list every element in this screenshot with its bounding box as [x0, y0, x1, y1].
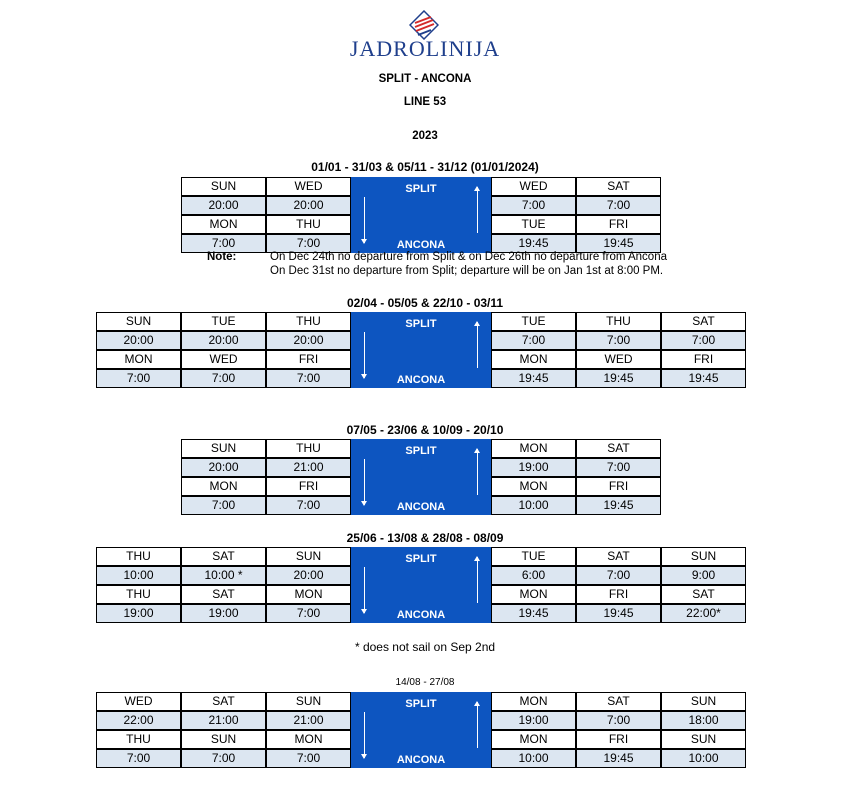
day-cell-left: MON — [96, 350, 181, 369]
note-label: Note: — [207, 251, 237, 263]
day-cell-right: TUE — [491, 547, 576, 566]
day-cell-left: THU — [96, 547, 181, 566]
arrow-down-icon — [364, 567, 365, 613]
time-cell-right: 10:00 — [491, 749, 576, 768]
day-cell-left: THU — [96, 730, 181, 749]
destination-label: ANCONA — [396, 754, 446, 766]
origin-label: SPLIT — [405, 553, 437, 565]
time-cell-left: 7:00 — [181, 749, 266, 768]
day-cell-left: TUE — [181, 312, 266, 331]
footnote: * does not sail on Sep 2nd — [354, 640, 496, 654]
time-cell-right: 19:45 — [576, 234, 661, 253]
day-cell-right: SUN — [661, 547, 746, 566]
day-cell-left: MON — [181, 477, 266, 496]
arrow-down-icon — [364, 712, 365, 758]
day-cell-left: SUN — [181, 177, 266, 196]
day-cell-left: WED — [96, 692, 181, 711]
time-cell-left: 7:00 — [266, 369, 351, 388]
section-title: 01/01 - 31/03 & 05/11 - 31/12 (01/01/2024) — [311, 160, 539, 174]
time-cell-right: 18:00 — [661, 711, 746, 730]
day-cell-left: SUN — [181, 439, 266, 458]
day-cell-left: FRI — [266, 477, 351, 496]
time-cell-right: 19:45 — [576, 369, 661, 388]
day-cell-left: SUN — [181, 730, 266, 749]
route-direction-panel — [351, 692, 491, 768]
day-cell-left: MON — [181, 215, 266, 234]
logo-wordmark: JADROLINIJA — [349, 36, 501, 61]
day-cell-right: TUE — [491, 312, 576, 331]
section-title: 14/08 - 27/08 — [395, 677, 455, 688]
day-cell-left: WED — [181, 350, 266, 369]
day-cell-left: SAT — [181, 692, 266, 711]
day-cell-right: MON — [491, 692, 576, 711]
note-line-1: On Dec 24th no departure from Split & on Dec 26th no departure from Ancona — [270, 251, 667, 263]
day-cell-left: MON — [266, 585, 351, 604]
time-cell-right: 7:00 — [576, 711, 661, 730]
arrow-down-icon — [364, 459, 365, 505]
day-cell-right: SAT — [576, 692, 661, 711]
time-cell-right: 19:45 — [576, 496, 661, 515]
time-cell-right: 9:00 — [661, 566, 746, 585]
destination-label: ANCONA — [396, 239, 446, 251]
time-cell-left: 7:00 — [266, 604, 351, 623]
time-cell-left: 7:00 — [181, 496, 266, 515]
arrow-down-icon — [364, 197, 365, 243]
time-cell-left: 20:00 — [266, 566, 351, 585]
time-cell-right: 19:45 — [491, 604, 576, 623]
day-cell-right: TUE — [491, 215, 576, 234]
day-cell-left: SUN — [96, 312, 181, 331]
time-cell-right: 7:00 — [576, 196, 661, 215]
section-title: 07/05 - 23/06 & 10/09 - 20/10 — [346, 423, 504, 437]
time-cell-left: 10:00 * — [181, 566, 266, 585]
day-cell-right: THU — [576, 312, 661, 331]
time-cell-left: 21:00 — [266, 711, 351, 730]
day-cell-right: SAT — [661, 312, 746, 331]
time-cell-right: 19:45 — [491, 369, 576, 388]
arrow-down-icon — [364, 332, 365, 378]
time-cell-left: 20:00 — [266, 331, 351, 350]
day-cell-left: THU — [266, 215, 351, 234]
time-cell-right: 7:00 — [491, 331, 576, 350]
day-cell-left: SUN — [266, 692, 351, 711]
time-cell-right: 19:00 — [491, 711, 576, 730]
time-cell-left: 7:00 — [266, 234, 351, 253]
day-cell-right: FRI — [576, 730, 661, 749]
destination-label: ANCONA — [396, 501, 446, 513]
day-cell-right: MON — [491, 585, 576, 604]
day-cell-left: FRI — [266, 350, 351, 369]
day-cell-right: SAT — [661, 585, 746, 604]
day-cell-left: SAT — [181, 547, 266, 566]
day-cell-left: THU — [266, 312, 351, 331]
route-direction-panel — [351, 439, 491, 515]
time-cell-left: 20:00 — [181, 458, 266, 477]
origin-label: SPLIT — [405, 318, 437, 330]
time-cell-left: 20:00 — [181, 196, 266, 215]
arrow-up-icon — [477, 557, 478, 603]
day-cell-left: THU — [96, 585, 181, 604]
time-cell-right: 19:45 — [576, 604, 661, 623]
origin-label: SPLIT — [405, 183, 437, 195]
day-cell-left: SAT — [181, 585, 266, 604]
day-cell-right: FRI — [576, 585, 661, 604]
day-cell-left: SUN — [266, 547, 351, 566]
time-cell-left: 7:00 — [181, 369, 266, 388]
line-number: LINE 53 — [403, 96, 447, 108]
day-cell-right: SUN — [661, 730, 746, 749]
time-cell-left: 20:00 — [181, 331, 266, 350]
time-cell-right: 7:00 — [491, 196, 576, 215]
route-title: SPLIT - ANCONA — [378, 73, 472, 85]
time-cell-right: 7:00 — [576, 458, 661, 477]
time-cell-left: 20:00 — [266, 196, 351, 215]
day-cell-right: MON — [491, 439, 576, 458]
day-cell-right: SAT — [576, 177, 661, 196]
day-cell-right: MON — [491, 477, 576, 496]
day-cell-right: SAT — [576, 439, 661, 458]
day-cell-left: THU — [266, 439, 351, 458]
arrow-up-icon — [477, 702, 478, 748]
time-cell-left: 20:00 — [96, 331, 181, 350]
time-cell-right: 7:00 — [661, 331, 746, 350]
arrow-up-icon — [477, 322, 478, 368]
section-title: 25/06 - 13/08 & 28/08 - 08/09 — [346, 531, 504, 545]
day-cell-right: FRI — [576, 477, 661, 496]
origin-label: SPLIT — [405, 698, 437, 710]
time-cell-right: 19:45 — [576, 749, 661, 768]
day-cell-right: SUN — [661, 692, 746, 711]
time-cell-left: 10:00 — [96, 566, 181, 585]
section-title: 02/04 - 05/05 & 22/10 - 03/11 — [346, 296, 504, 310]
note-line-2: On Dec 31st no departure from Split; departure will be on Jan 1st at 8:00 PM. — [270, 265, 664, 277]
time-cell-left: 21:00 — [181, 711, 266, 730]
route-direction-panel — [351, 312, 491, 388]
time-cell-right: 19:00 — [491, 458, 576, 477]
origin-label: SPLIT — [405, 445, 437, 457]
time-cell-left: 7:00 — [181, 234, 266, 253]
day-cell-right: MON — [491, 730, 576, 749]
day-cell-right: WED — [576, 350, 661, 369]
time-cell-right: 7:00 — [576, 566, 661, 585]
day-cell-right: MON — [491, 350, 576, 369]
destination-label: ANCONA — [396, 374, 446, 386]
time-cell-left: 7:00 — [266, 496, 351, 515]
year: 2023 — [412, 130, 438, 142]
day-cell-right: SAT — [576, 547, 661, 566]
arrow-up-icon — [477, 449, 478, 495]
time-cell-left: 22:00 — [96, 711, 181, 730]
route-direction-panel — [351, 547, 491, 623]
time-cell-right: 10:00 — [491, 496, 576, 515]
time-cell-left: 19:00 — [181, 604, 266, 623]
time-cell-left: 7:00 — [96, 369, 181, 388]
time-cell-left: 19:00 — [96, 604, 181, 623]
time-cell-right: 22:00* — [661, 604, 746, 623]
time-cell-right: 10:00 — [661, 749, 746, 768]
time-cell-left: 21:00 — [266, 458, 351, 477]
day-cell-right: FRI — [576, 215, 661, 234]
time-cell-left: 7:00 — [96, 749, 181, 768]
time-cell-right: 19:45 — [661, 369, 746, 388]
day-cell-right: WED — [491, 177, 576, 196]
day-cell-right: FRI — [661, 350, 746, 369]
destination-label: ANCONA — [396, 609, 446, 621]
day-cell-left: WED — [266, 177, 351, 196]
day-cell-left: MON — [266, 730, 351, 749]
time-cell-right: 6:00 — [491, 566, 576, 585]
time-cell-right: 19:45 — [491, 234, 576, 253]
time-cell-left: 7:00 — [266, 749, 351, 768]
arrow-up-icon — [477, 187, 478, 233]
route-direction-panel — [351, 177, 491, 253]
time-cell-right: 7:00 — [576, 331, 661, 350]
